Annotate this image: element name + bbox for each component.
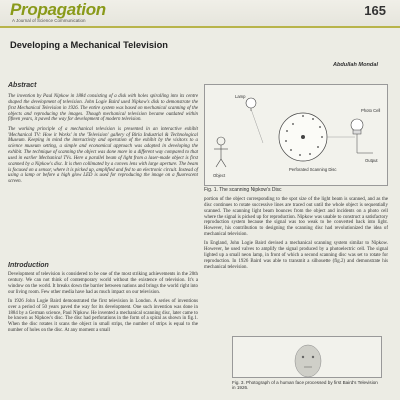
header-divider: [0, 26, 400, 28]
introduction-paragraph-1: Development of television is considered to be one of the most striking achievements in the 20th century. We can not think of contemporary world without the existence of television. It's a window on the world. It breaks down the barrier between nations and brings the world right into our living room. Few other media have had as much impact on our television.: [8, 272, 198, 295]
logo-text: Propagation: [10, 0, 106, 19]
introduction-paragraph-2: In 1926 John Logie Baird demonstrated the first television in London. A series of inventions over a period of 50 years paved the way for its development. One such invention was done in 1884 by a German science, Paul Nipkow. He invented a mechanical scanning disc, later came to be known as Nipkow's disc. The disc had perforations in the form of a spiral as shown in fig.1. When the disc rotates it scans the object in small strips, the number of strips is equal to the number of holes on the disc. At any moment a small: [8, 298, 198, 334]
label-lamp: Lamp: [235, 94, 246, 99]
abstract-paragraph-1: The invention by Paul Nipkow in 1884 consisting of a disk with holes spiralling into its centre shaped the development of television. John Logie Baird used Nipkow's disk to demonstrate the first Mechanical Television in 1926. The entire system was based on mechanical scanning of the objects and reproducing the images. Though mechanical television became outdated within fifteen years, it paved the way for development of modern television.: [8, 94, 198, 123]
right-column-paragraph-2: In England, John Logie Baird devised a mechanical scanning system similar to Nipkow. However, he used valves to amplify the signal produced by a photoelectric cell. The signal lighted up a small neon lamp, in front of which a second scanning disc was set to rotate for reproduction. In 1926 Baird was able to transmit a silhouette (fig.2) and demonstrate his mechanical television.: [204, 241, 388, 270]
logo-subtitle: A Journal of Science Communication: [12, 18, 86, 23]
abstract-body: [8, 94, 198, 189]
label-output: Output: [365, 158, 378, 163]
figure-3-photograph: [232, 336, 382, 378]
introduction-heading: Introduction: [8, 262, 49, 269]
scanning-disc-icon: [279, 113, 327, 161]
figure-1-nipkow-disc-diagram: [204, 84, 388, 186]
abstract-heading: Abstract: [8, 82, 37, 89]
page-number: 165: [364, 3, 386, 18]
label-scanning-disc: [289, 167, 336, 172]
label-object: Object: [213, 173, 226, 178]
photocell-icon: [351, 119, 363, 134]
figure-1-caption: Fig. 1. The scanning Nipkow's Disc: [204, 187, 282, 193]
abstract-paragraph-2: The working principle of a mechanical television is presented in an interactive exhibit 'Mechanical TV: How it Works' in the 'Television' gallery of Birla Industrial & Technological Museum. Keeping in mind the interactivity and operation of the exhibit by the visitors to a science museum setting, a simple and economical approach was adopted in developing the exhibit. The technique of scanning the object was done more in a different way compared to that used in earlier Mechanical TVs. Here a parallel beam of light from a laser-made object is first scanned by a Nipkow's disc. It is then collimated by a convex lens with large aperture. The beam is focused on a sensor, where it is picked up, amplified and fed to an electronic circuit. Instead of using a lamp or before a high glow LED is used for reproducing the image on a fluorescent screen.: [8, 126, 198, 185]
right-column-paragraph-1: portion of the object corresponding to the spot size of the light beam is scanned, and as the disc continues to rotate successive lines are traced out until the whole object is sequentially scanned. The scanning light beam bounces from the object and incidents on a photo cell where the signal is picked up for reproduction. Nipkow was unable to construct a satisfactory reproduction system because the signal was too weak to be converted back into light. However, his contribution to designing the scanning disc had revolutionized the idea of mechanical television.: [204, 197, 388, 238]
journal-header: [0, 0, 400, 26]
introduction-body: [8, 272, 198, 337]
article-title: Developing a Mechanical Television: [10, 40, 168, 50]
object-icon: [214, 137, 228, 167]
right-column-body: [204, 197, 388, 274]
figure-3-caption: Fig. 3. Photograph of a human face processed by first Baird's Television in 1926.: [232, 380, 378, 391]
label-photocell: Photo Cell: [361, 108, 381, 113]
face-photo-image: [295, 345, 321, 377]
journal-logo: [10, 0, 106, 23]
article-author: Abdullah Mondal: [332, 62, 378, 68]
label-scanning-disc-text: Perforated Scanning Disc: [289, 167, 337, 172]
